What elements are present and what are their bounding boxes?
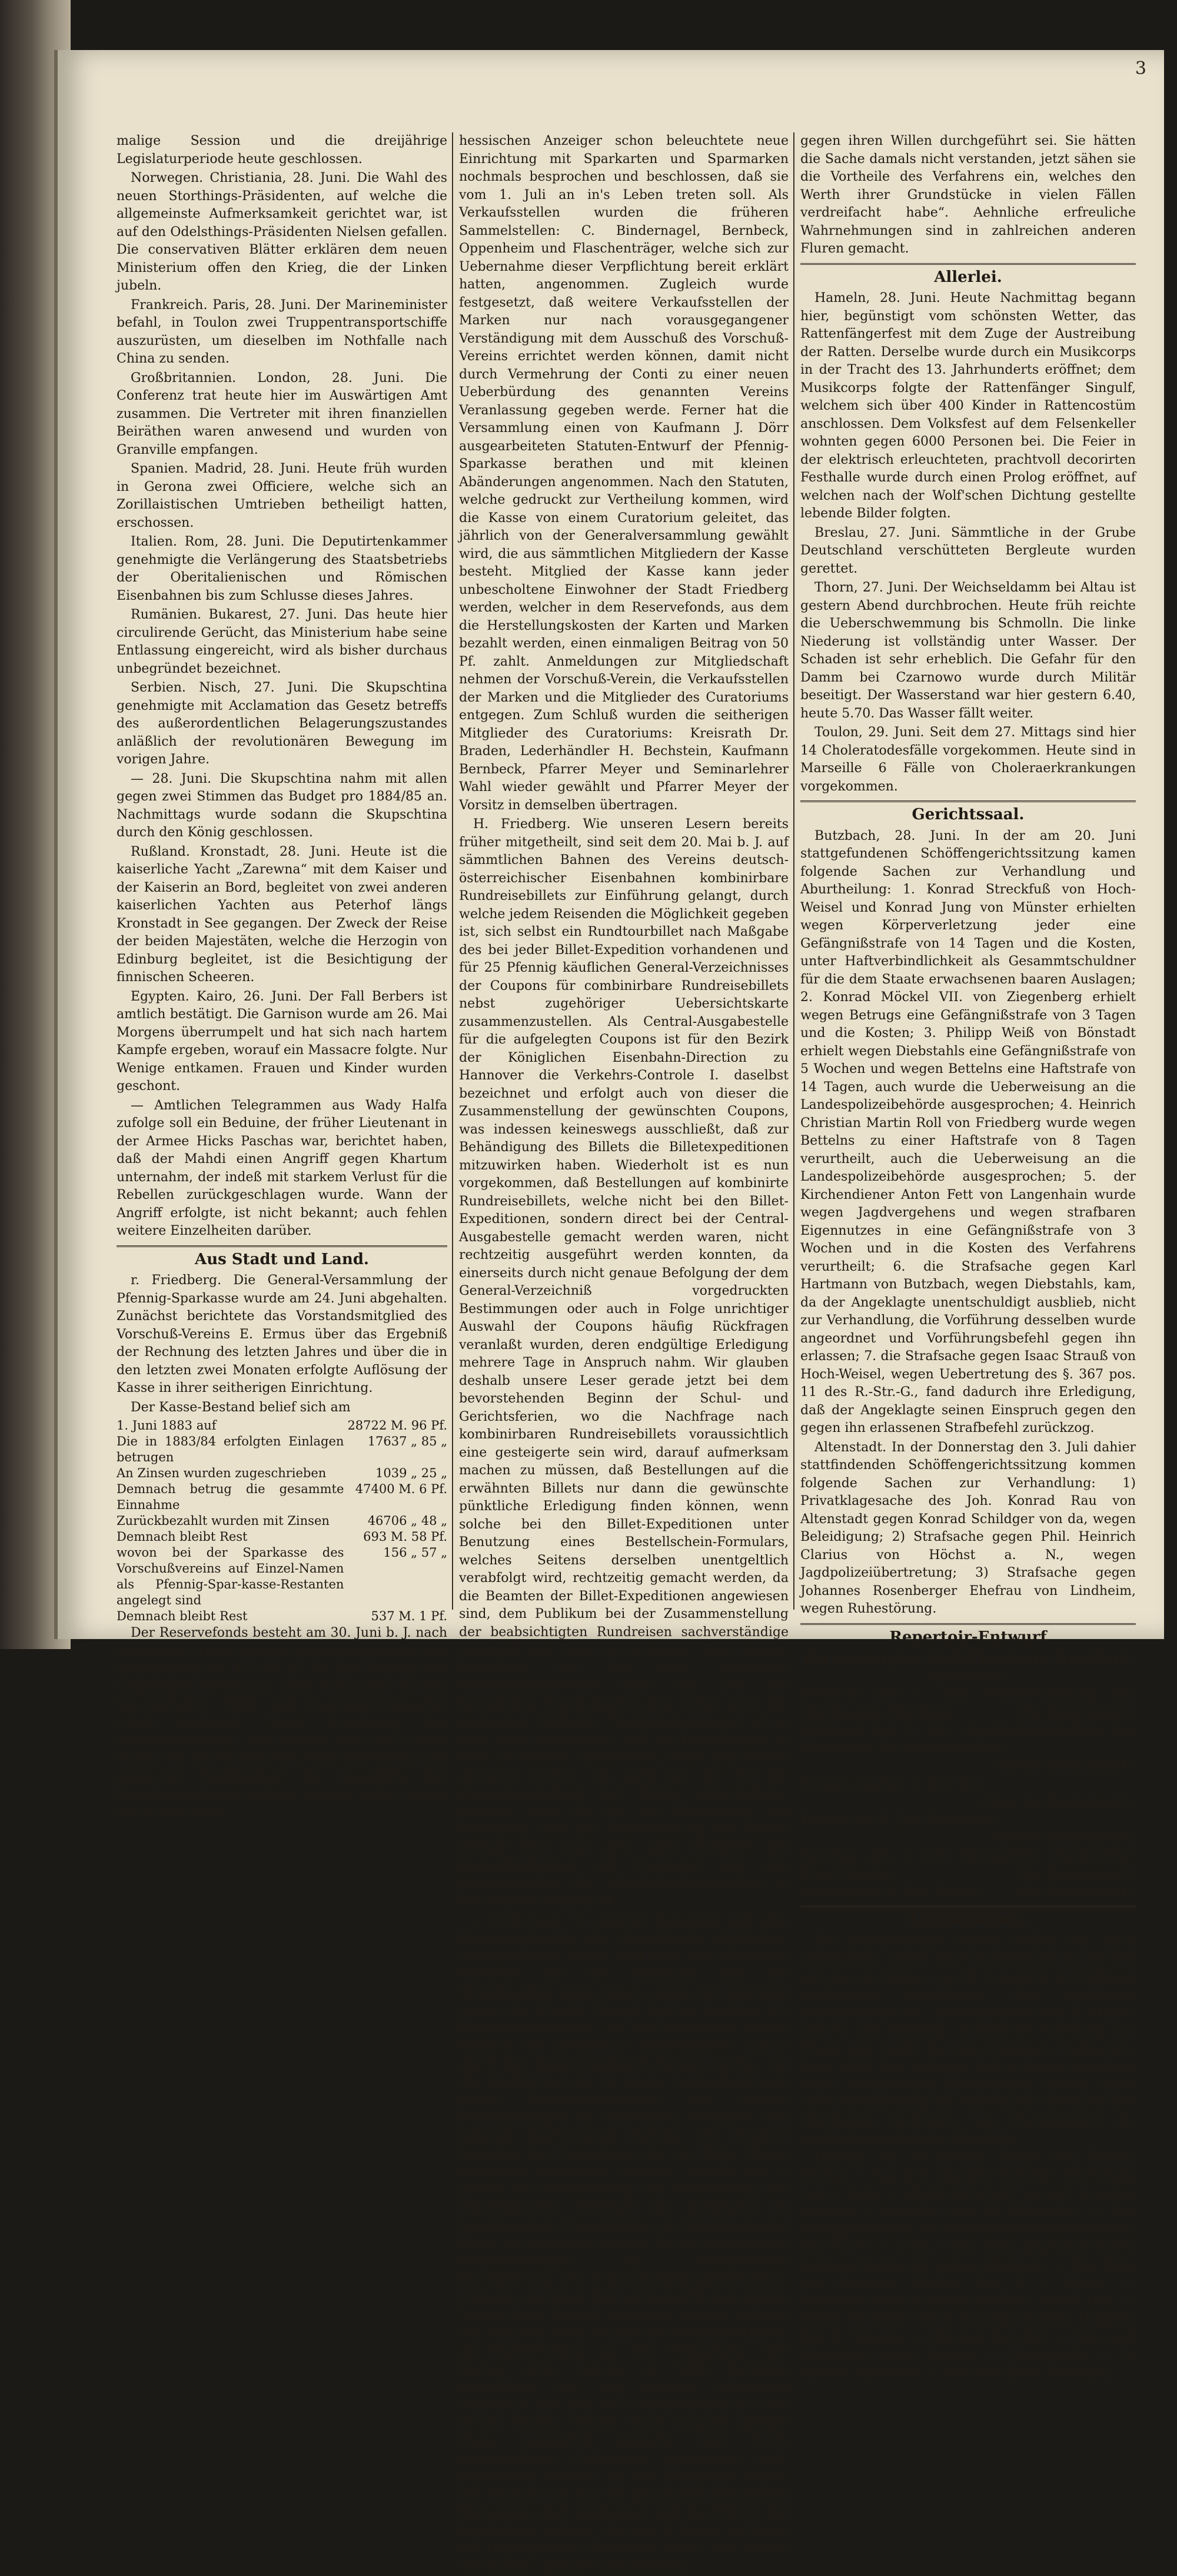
news-paragraph: Spanien. Madrid, 28. Juni. Heute früh wurden in Gerona zwei Officiere, welche sich an Zorillaistischen Umtrieben betheiligt hatten, erschossen. — [117, 460, 447, 532]
table-row — [117, 1513, 447, 1529]
row-label: Zurückbezahlt wurden mit Zinsen — [117, 1513, 344, 1529]
row-label: Die in 1883/84 erfolgten Einlagen betrugen — [117, 1434, 344, 1465]
table-row — [117, 1545, 447, 1608]
list-item — [800, 1811, 1136, 1847]
section-heading: Aus Stadt und Land. — [117, 1245, 447, 1269]
row-label: wovon bei der Sparkasse des Vorschußvereins auf Einzel-Namen als Pfennig-Spar-kasse-Restanten angelegt sind — [117, 1545, 344, 1608]
column-2 — [459, 132, 789, 1610]
news-paragraph: Italien. Rom, 28. Juni. Die Deputirtenkammer genehmigte die Verlängerung des Staatsbetriebs der Oberitalienischen und Römischen Eisenbahnen bis zum Schlusse dieses Jahres. — [117, 533, 447, 605]
news-paragraph: Rumänien. Bukarest, 27. Juni. Das heute hier circulirende Gerücht, das Ministerium habe seine Entlassung eingereicht, wird als bisher durchaus unbegründet bezeichnet. — [117, 606, 447, 678]
section-heading: Gerichtssaal. — [800, 800, 1136, 824]
news-paragraph: malige Session und die dreijährige Legislaturperiode heute geschlossen. — [117, 132, 447, 168]
row-amount: 1039 „ 25 „ — [344, 1465, 447, 1481]
list-item — [800, 1721, 1136, 1776]
news-paragraph: hessischen Anzeiger schon beleuchtete neue Einrichtung mit Sparkarten und Sparmarken nochmals besprochen und beschlossen, daß sie vom 1. Juli an in's Leben treten soll. Als Verkaufsstellen wurden die früheren Sammelstellen: C. Bindernagel, Bernbeck, Oppenheim und Flaschenträger, welche sich zur Uebernahme dieser Verpflichtung bereit erklärt hatten, angenommen. Zugleich wurde festgesetzt, daß weitere Verkaufsstellen der Marken nur nach vorausgegangener Verständigung mit dem Ausschuß des Vorschuß-Vereins errichtet werden können, damit nicht durch Vermehrung der Conti zu einer neuen Ueberbürdung des genannten Vereins Veranlassung gegeben werde. Ferner hat die Versammlung einen von Kaufmann J. Dörr ausgearbeiteten Statuten-Entwurf der Pfennig-Sparkasse berathen und mit kleinen Abänderungen angenommen. Nach den Statuten, welche gedruckt zur Vertheilung kommen, wird die Kasse von einem Curatorium geleitet, das jährlich von der Generalversammlung gewählt wird, die aus sämmtlichen Mitgliedern der Kasse besteht. Mitglied der Kasse kann jeder unbescholtene Einwohner der Stadt Friedberg werden, welcher in dem Reservefonds, aus dem die Herstellungskosten der Karten und Marken bezahlt werden, einen einmaligen Beitrag von 50 Pf. zahlt. Anmeldungen zur Mitgliedschaft nehmen der Vorschuß-Verein, die Verkaufsstellen der Marken und die Mitglieder des Curatoriums entgegen. Zum Schluß wurden die seitherigen Mitglieder des Curatoriums: Kreisrath Dr. Braden, Lederhändler H. Bechstein, Kaufmann Bernbeck, Pfarrer Meyer und Seminarlehrer Wahl wieder gewählt und Pfarrer Meyer der Vorsitz in demselben übertragen. — [459, 132, 789, 815]
news-paragraph: — 28. Juni. Die Skupschtina nahm mit allen gegen zwei Stimmen das Budget pro 1884/85 an. Nachmittags wurde sodann die Skupschtina durch den König geschlossen. — [117, 770, 447, 842]
finance-intro: Der Kasse-Bestand belief sich am — [117, 1399, 447, 1417]
row-label: Demnach bleibt Rest — [117, 1608, 344, 1624]
table-row — [117, 1465, 447, 1481]
column-rule — [793, 132, 794, 1610]
table-row — [117, 1481, 447, 1513]
row-label: Demnach betrug die gesammte Einnahme — [117, 1481, 344, 1513]
table-row — [117, 1529, 447, 1545]
program-entry: Sonntag den 6. Juli: Lakme. — [800, 1884, 982, 1899]
news-paragraph: Hameln, 28. Juni. Heute Nachmittag begann hier, begünstigt vom schönsten Wetter, das Rattenfängerfest mit dem Zuge der Austreibung der Ratten. Derselbe wurde durch ein Musikcorps in der Tracht des 13. Jahrhunderts eröffnet; dem Musikcorps folgte der Rattenfänger Singulf, welchem sich über 400 Kinder in Rattencostüm anschlossen. Dem Volksfest auf dem Felsenkeller wohnten gegen 6000 Personen bei. Die Feier in der elektrisch erleuchteten, prachtvoll decorirten Festhalle wurde durch einen Prolog eröffnet, auf welchen nach der Wolf'schen Dichtung gestellte lebende Bilder folgten. — [800, 290, 1136, 523]
program-note: (Im Abonnement.) — [1017, 1865, 1136, 1883]
column-3 — [800, 132, 1136, 1610]
program-note: (Außer Abonnement.) — [994, 1829, 1136, 1847]
list-item — [800, 1776, 1136, 1811]
row-amount: 28722 M. 96 Pf. — [344, 1418, 447, 1434]
news-paragraph: Der Reservefonds besteht am 30. Juni b. J. nach Abzug der Druck- und der Herstellungskosten der Sparmarken aus 473 M. 27 Pf. Zur Prüfung der vorgelegten Rechnung nebst Urkunden wurden Seminarlehrer Wahl und Instrumentenmacher Glück bestimmt. Nach Erledigung der Berichterstattung, aus welcher sich auf's Neue ergab, wie der Vorstand des Vorschuß-Vereins mit äußerster Pünktlichkeit die Geschäfte der Hauptsammelstelle seither besorgt hatte, wurde die in dem Ober- — [117, 1624, 447, 1822]
news-paragraph: Rußland. Kronstadt, 28. Juni. Heute ist die kaiserliche Yacht „Zarewna“ mit dem Kaiser und der Kaiserin an Bord, begleitet von zwei anderen kaiserlichen Yachten aus Peterhof längs Kronstadt in See gegangen. Der Zweck der Reise der beiden Majestäten, welche die Herzogin von Edinburg begleitet, ist die Besichtigung der finnischen Scheeren. — [117, 843, 447, 987]
row-amount: 17637 „ 85 „ — [344, 1434, 447, 1465]
news-paragraph: Frankreich. Paris, 28. Juni. Der Marineminister befahl, in Toulon zwei Truppentransportschiffe auszurüsten, um dieselben im Nothfalle nach China zu senden. — [117, 297, 447, 368]
page-number: 3 — [1135, 58, 1146, 79]
program-note: (Im Abonnement.) — [1017, 1883, 1136, 1902]
program-entry: Mittwoch den 2. Juli: Abschiedsvorstellung der Münchener. Im Austragstüberl. — [800, 1723, 1136, 1756]
column-rule — [452, 132, 453, 1610]
table-row — [117, 1418, 447, 1434]
program-entry: Freitag den 4. Juli: Boccaccio. — [800, 1813, 998, 1827]
news-paragraph: gegen ihren Willen durchgeführt sei. Sie hätten die Sache damals nicht verstanden, jetzt sähen sie die Vortheile des Verfahrens ein, welches den Werth ihrer Grundstücke in vielen Fällen verdreifacht habe“. Aehnliche erfreuliche Wahrnehmungen sind in zahlreichen anderen Fluren gemacht. — [800, 132, 1136, 258]
column-1 — [117, 132, 447, 1610]
row-amount: 537 M. 1 Pf. — [344, 1608, 447, 1624]
program-entry: Donnerstag den 3. Juli: Tell. — [800, 1777, 984, 1791]
list-item — [800, 1686, 1136, 1721]
section-heading: Literarisches. — [800, 1906, 1136, 1929]
row-label: 1. Juni 1883 auf — [117, 1418, 344, 1434]
row-label: Demnach bleibt Rest — [117, 1529, 344, 1545]
newspaper-page — [54, 50, 1164, 1639]
list-item — [800, 1883, 1136, 1902]
news-paragraph: — Amtlichen Telegrammen aus Wady Halfa zufolge soll ein Beduine, der früher Lieutenant in der Armee Hicks Paschas war, berichtet haben, daß der Mahdi einen Angriff gegen Khartum unternahm, der indeß mit starkem Verlust für die Rebellen zurückgeschlagen wurde. Wann der Angriff erfolgte, ist nicht bekannt; auch fehlen weitere Einzelheiten darüber. — [117, 1097, 447, 1241]
section-subheading: Opernhaus. — [800, 1668, 1136, 1686]
row-label: An Zinsen wurden zugeschrieben — [117, 1465, 344, 1481]
program-note: (Oper im Abonnement.) — [981, 1793, 1136, 1811]
row-amount: 46706 „ 48 „ — [344, 1513, 447, 1529]
news-paragraph: Großbritannien. London, 28. Juni. Die Conferenz trat heute hier im Auswärtigen Amt zusammen. Die Vertreter mit ihren finanziellen Beiräthen waren anwesend und wurden von Granville empfangen. — [117, 370, 447, 460]
news-paragraph: H. Friedberg. Wie unseren Lesern bereits früher mitgetheilt, sind seit dem 20. Mai b. J. auf sämmtlichen Bahnen des Vereins deutsch-österreichischer Eisenbahnen kombinirbare Rundreisebillets zur Einführung gelangt, durch welche jedem Reisenden die Möglichkeit gegeben ist, sich selbst ein Rundtourbillet nach Maßgabe des bei jeder Billet-Expedition vorhandenen und für 25 Pfennig käuflichen General-Verzeichnisses der Coupons für combinirbare Rundreisebillets nebst zugehöriger Uebersichtskarte zusammenzustellen. Als Central-Ausgabestelle für die aufgelegten Coupons ist für den Bezirk der Königlichen Eisenbahn-Direction zu Hannover die Verkehrs-Controle I. daselbst bezeichnet und erfolgt auch von dieser die Zusammenstellung der gewünschten Coupons, was indessen keineswegs ausschließt, daß zur Behändigung des Billets die Billetexpeditionen mitzuwirken haben. Wiederholt ist es nun vorgekommen, daß Bestellungen auf kombinirte Rundreisebillets, welche nicht bei den Billet-Expeditionen, sondern direct bei der Central-Ausgabestelle gemacht werden waren, nicht rechtzeitig ausgeführt werden konnten, da einerseits durch nicht genaue Befolgung der dem General-Verzeichniß vorgedruckten Bestimmungen oder auch in Folge unrichtiger Auswahl der Coupons häufig Rückfragen veranlaßt wurden, deren endgültige Erledigung mehrere Tage in Anspruch nahm. Wir glauben deshalb unsere Leser gerade jetzt bei dem bevorstehenden Beginn der Schul- und Gerichtsferien, wo die Nachfrage nach kombinirbaren Rundreisebillets voraussichtlich eine gesteigerte sein wird, darauf aufmerksam machen zu müssen, daß Bestellungen auf die erwähnten Billets nur dann die gewünschte pünktliche Erledigung finden können, wenn solche bei den Billet-Expeditionen unter Benutzung eines Bestellschein-Formulars, welches Seitens derselben unentgeltlich verabfolgt wird, rechtzeitig gemacht werden, da die Beamten der Billet-Expeditionen angewiesen sind, dem Publikum bei der Zusammenstellung der beabsichtigten Rundreisen sachverständige Auskunft und Rath zu ertheilen. Eine directe Bestellung bei der oben genannten Centralausgabestelle oder gar bei der Königlichen Eisenbahndirection bietet nicht die geringsten Vortheile. Nichtsdestoweniger ist es aber auch erforderlich, daß die Bestellungen so früh als thunlich, mindestens 2 volle Tage vorher gemacht werden, da nicht nur die für die Zusammenstellung der Billets erforderliche, sondern auch die für die Hinsendung der Bestellung und die Uebersendung der Billets nöthige Zeit und zwar nach Maßgabe der Zugverbindungen mit Hannover und den Büreaustunden der Eisenbahndienststellen in Betracht zu nehmen ist. — [459, 816, 789, 1911]
news-paragraph: Breslau, 27. Juni. Sämmtliche in der Grube Deutschland verschütteten Bergleute wurden gerettet. — [800, 524, 1136, 579]
news-paragraph: r. Friedberg. Die General-Versammlung der Pfennig-Sparkasse wurde am 24. Juni abgehalten. Zunächst berichtete das Vorstandsmitglied des Vorschuß-Vereins E. Ermus über das Ergebniß der Rechnung des letzten Jahres und über die in den letzten zwei Monaten erfolgte Auflösung der Kasse in ihrer seitherigen Einrichtung. — [117, 1272, 447, 1398]
news-paragraph: Daheim. Nr. 39 enthält. Toribe von Tornau. (Forts.) — Aus den Lagunen Venedigs. Zeichnung von G. Jank. — „Behüt dich Gott! es wär' zu schön gewesen“! Gemälde von M. Röbbecke. — Die Schuppenflechte, die verbreitetste Haarkrankheit. Von Dr. F. C. Clasen. — Ein Stück deutscher Kunst: Goldene Henne mit sieben Küchlein. — Das Ende von Lincoln's Mörder. Von H. v. Egger. — Fahrendes Volk in klassischer Zeit. Von H. Göll. — Bilder: Verblüfft! Von J. Schurig; und der Troppist. Von D. Voisseu. — Zeichen der Zeit. — Wie weit Menschen sehen können. — Rechtsrath. — In unserer Spielecke. — Mit zwei illustr. Beilagen. — [800, 2149, 1136, 2383]
news-paragraph: Altenstadt. In der Donnerstag den 3. Juli dahier stattfindenden Schöffengerichtssitzung kommen folgende Sachen zur Verhandlung: 1) Privatklagesache des Joh. Konrad Rau von Altenstadt gegen Konrad Schildger von da, wegen Beleidigung; 2) Strafsache gegen Phil. Heinrich Clarius von Höchst a. N., wegen Jagdpolizeiübertretung; 3) Strafsache gegen Johannes Rosenberger Ehefrau von Lindheim, wegen Ruhestörung. — [800, 1439, 1136, 1618]
news-paragraph: Serbien. Nisch, 27. Juni. Die Skupschtina genehmigte mit Acclamation das Gesetz betreffs des außerordentlichen Belagerungszustandes anläßlich der revolutionären Bewegung im vorigen Jahre. — [117, 679, 447, 769]
news-paragraph: Thorn, 27. Juni. Der Weichseldamm bei Altau ist gestern Abend durchbrochen. Heute früh reichte die Ueberschwemmung bis Schmolln. Die linke Niederung ist vollständig unter Wasser. Der Schaden ist sehr erheblich. Die Gefahr für den Damm bei Czarnowo wurde durch Militär beseitigt. Der Wasserstand war hier gestern 6.40, heute 5.70. Das Wasser fällt weiter. — [800, 579, 1136, 723]
finance-table — [117, 1418, 447, 1624]
section-heading: Repertoir-Entwurf — [800, 1623, 1136, 1647]
program-note: (Außer Abonnement.) — [994, 1757, 1136, 1776]
news-paragraph: Egypten. Kairo, 26. Juni. Der Fall Berbers ist amtlich bestätigt. Die Garnison wurde am 26. Mai Morgens überrumpelt und hat sich nach hartem Kampfe ergeben, worauf ein Massacre folgte. Nur Wenige entkamen. Frauen und Kinder wurden geschont. — [117, 988, 447, 1096]
news-paragraph: s. Dortelweil. In unserer Gemeinde soll eine Zusammenlegung der Grundstücke stattfinden. Unbegreiflicher Weise sind trotz der offenbaren Vortheile, die die Gemeinde und die Grundbesitzer davon haben, einige der Letzteren gegen das Projekt. Diesen Leuten möchten wir Folgendes erzählen: „Auf der Dienstreise, welche kürzlich der preußische Staatsminister Lucius durch den Regierungsbezirk Kassel machte, um die Ausführung der in jenem Landestheil noch neuen Zusammenlegungen und großen Forstablösungen zu controliren, ereignete sich folgende bezeichnende Episode. Der Minister besuchte die Gemarkung der im Kreis Hanau gelegenen Gemeinde Ostheim, welche vor 4 Jahren die Durchführung mit Zustimmung der überwiegenden Mehrheit der Beteiligten zu beschlossenen Consolidation in tumultuarischer Weise zu verhindern suchte. Da die gesetzlichen Voraussetzungen zur zwangsweisen Durchführung des Zusammenlegungsverfahrens vorlagen und über den wirthschaftlichen großen Nutzen kein Zweifel obwalten konnte, ordnete der Minister, trotz stürmischer Gegenpetitionen, die Durchführung an. Die Gemarkung, 880 Hectar groß, welche in 9400 Parzellen zersplittert war, ist seitdem vollständig consolidirt und den 597 Grundbesitzern in 1160 neuen Plänen, welche durch bequem gelegte Wege zugänglich gemacht und durch zweckmäßiges Grabennetz entwässert sind, zugewiesen worden. An der Flurgrenze wurde der Minister von fast der gesammten männlichen Einwohnerschaft empfangen und der Führer der Deputation, welcher ihm vor 4 Jahren in Berlin die Gegenpetition überreicht hatte, trat hervor und dankte, daß die Consolidation — [459, 1912, 789, 2576]
news-paragraph: Norwegen. Christiania, 28. Juni. Die Wahl des neuen Storthings-Präsidenten, auf welche die allgemeinste Aufmerksamkeit gerichtet war, ist auf den Odelsthings-Präsidenten Nielsen gefallen. Die conservativen Blätter erklären dem neuen Ministerium offen den Krieg, die der Linken jubeln. — [117, 169, 447, 295]
program-entry: Dienstag den 1. Juli: Wiedereröffnung der Opernsaison. Don Juan. — [800, 1687, 1136, 1720]
row-amount: 47400 M. 6 Pf. — [344, 1481, 447, 1513]
program-note: (Im Abonnement.) — [1017, 1704, 1136, 1722]
table-row — [117, 1434, 447, 1465]
row-amount: 693 M. 58 Pf. — [344, 1529, 447, 1545]
news-paragraph: Toulon, 29. Juni. Seit dem 27. Mittags sind hier 14 Choleratodesfälle vorgekommen. Heute sind in Marseille 6 Fälle von Cholerаerkrankungen vorgekommen. — [800, 724, 1136, 796]
section-heading: Allerlei. — [800, 263, 1136, 287]
news-paragraph: Butzbach, 28. Juni. In der am 20. Juni stattgefundenen Schöffengerichtssitzung kamen folgende Sachen zur Verhandlung und Aburtheilung: 1. Konrad Streckfuß von Hoch-Weisel und Konrad Jung von Münster erhielten wegen Körperverletzung jeder eine Gefängnißstrafe von 14 Tagen und die Kosten, unter Haftverbindlichkeit als Gesammtschuldner für die dem Staate erwachsenen baaren Auslagen; 2. Konrad Möckel VII. von Ziegenberg erhielt wegen Betrugs eine Gefängnißstrafe von 3 Tagen und die Kosten; 3. Philipp Weiß von Bönstadt erhielt wegen Diebstahls eine Gefängnißstrafe von 5 Wochen und wegen Bettelns eine Haftstrafe von 14 Tagen, auch wurde die Ueberweisung an die Landespolizeibehörde ausgesprochen; 4. Heinrich Christian Martin Roll von Friedberg wurde wegen Bettelns zu einer Haftstrafe von 8 Tagen verurtheilt, auch die Ueberweisung an die Landespolizeibehörde ausgesprochen; 5. der Kirchendiener Anton Fett von Langenhain wurde wegen Jagdvergehens und wegen strafbaren Eigennutzes in eine Gefängnißstrafe von 3 Wochen und in die Kosten des Verfahrens verurtheilt; 6. die Strafsache gegen Karl Hartmann von Butzbach, wegen Diebstahls, kam, da der Angeklagte unentschuldigt ausblieb, nicht zur Verhandlung, die Vorführung desselben wurde angeordnet und Vorführungsbefehl gegen ihn erlassen; 7. die Strafsache gegen Isaac Strauß von Hoch-Weisel, wegen Uebertretung des §. 367 pos. 11 des R.-Str.-G., fand dadurch ihre Erledigung, daß der Angeklagte seinen Einspruch gegen den gegen ihn erlassenen Strafbefehl zurückzog. — [800, 827, 1136, 1438]
table-row — [117, 1608, 447, 1624]
list-item — [800, 1847, 1136, 1883]
section-subheading: der vereinigten Stadt-Theater in Frankfurt. — [800, 1650, 1136, 1668]
program-entry: Samstag den 5. Juli: Margarethe. Margarethe: Fräul. Nicolai. — [800, 1849, 1136, 1882]
news-paragraph: Bei gegenwärtiger Saison wollen wir nicht unterlassen, unsere Leser aufmerksam zu machen auf das im Verlag von W. Langguth in Eßlingen erschienene Schriftchen „Der praktische Obstbaumzüchter“, herausgegeben von E. Müller, Lehrer und Pomolog. Gründliche Anleitung zur Pflege und Zucht der verschiedenen Obstsorten. Preis 25 Pf. Der Verfasser legt in dieser Broschüre seine reichhaltigen Erfahrungen nieder, unter steter Beobachtung des Nutzens für die Cultur der Obstbäume wichtigen, von Fachmännern als praktisch anerkannten Resultate. — [800, 1933, 1136, 2148]
row-amount: 156 „ 57 „ — [344, 1545, 447, 1608]
